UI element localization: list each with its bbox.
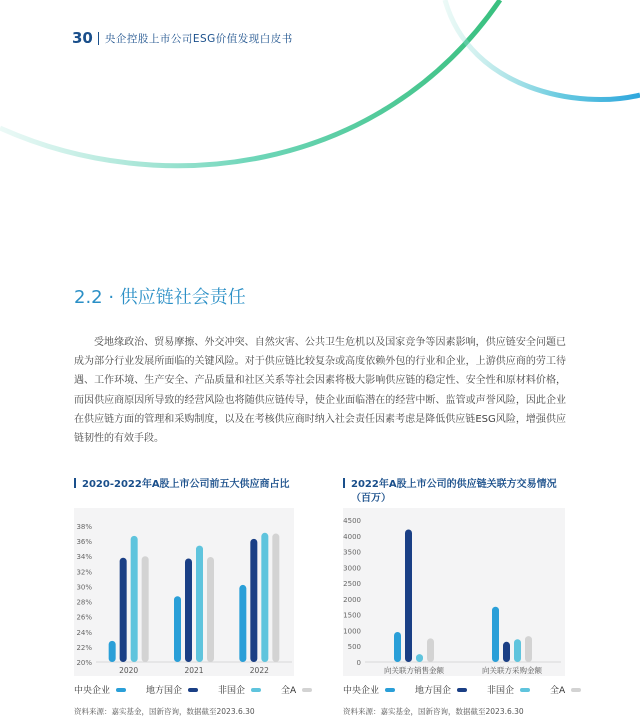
legend-swatch — [188, 688, 198, 692]
chart2-y-tick-label: 3000 — [343, 564, 361, 573]
chart2-bar — [503, 642, 510, 662]
chart2-y-tick-label: 4500 — [343, 517, 361, 525]
header-divider — [98, 32, 99, 45]
chart2-x-tick-label: 向关联方采购金额 — [482, 666, 542, 675]
chart1-bar — [185, 558, 192, 662]
arc-green — [0, 0, 500, 166]
legend-swatch — [251, 688, 261, 692]
chart1-y-tick-label: 38% — [76, 523, 92, 531]
document-title: 央企控股上市公司ESG价值发现白皮书 — [104, 32, 293, 45]
chart2-bar — [514, 639, 521, 662]
chart2-y-tick-label: 4000 — [343, 532, 361, 541]
chart2-x-tick-label: 向关联方销售金额 — [384, 666, 444, 675]
page-number: 30 — [72, 29, 93, 47]
chart1-bar — [207, 557, 214, 662]
chart1-source-note: 资料来源：嘉实基金，国新咨询，数据截至2023.6.30 — [74, 707, 255, 716]
chart1-bar — [261, 533, 268, 662]
chart1-legend — [74, 683, 332, 696]
legend-item: 地方国企 — [146, 683, 198, 696]
chart2-title-line2: （百万） — [351, 493, 391, 504]
chart2-bar — [525, 636, 532, 662]
legend-swatch — [571, 688, 581, 692]
chart2-title-line1: 2022年A股上市公司的供应链关联方交易情况 — [351, 479, 557, 490]
chart2-y-tick-label: 1000 — [343, 627, 361, 636]
legend-item: 全A — [281, 683, 312, 696]
chart1-y-tick-label: 28% — [76, 598, 92, 607]
chart1-y-tick-label: 26% — [76, 613, 92, 622]
chart2-title — [343, 478, 557, 506]
legend-swatch — [457, 688, 467, 692]
chart1-y-tick-label: 20% — [76, 659, 92, 667]
chart1-y-tick-label: 36% — [76, 538, 92, 547]
chart2-y-tick-label: 0 — [356, 659, 361, 667]
legend-item: 非国企 — [487, 683, 530, 696]
chart2-y-tick-label: 2000 — [343, 595, 361, 604]
title-marker — [74, 478, 76, 488]
chart1-x-tick-label: 2022 — [249, 666, 269, 675]
chart1-title — [74, 478, 290, 492]
legend-item: 中央企业 — [74, 683, 126, 696]
chart1-y-tick-label: 34% — [76, 553, 92, 562]
chart2-bar — [427, 638, 434, 662]
chart1-y-tick-label: 22% — [76, 643, 92, 652]
chart1-bar — [174, 596, 181, 662]
chart1-bar — [272, 534, 279, 662]
chart1-title-text: 2020-2022年A股上市公司前五大供应商占比 — [82, 479, 290, 490]
chart1-bar — [109, 641, 116, 662]
legend-swatch — [520, 688, 530, 692]
chart2-y-tick-label: 500 — [347, 643, 361, 652]
legend-swatch — [385, 688, 395, 692]
chart2-svg — [343, 508, 565, 676]
chart1-bar — [142, 556, 149, 662]
section-paragraph: 受地缘政治、贸易摩擦、外交冲突、自然灾害、公共卫生危机以及国家竞争等因素影响，供应链安全问题已成为部分行业发展所面临的关键风险。对于供应链比较复杂或高度依赖外包的行业和企业，上游供应商的劳工待遇、工作环境、生产安全、产品质量和社区关系等社会因素将极大影响供应链的稳定性、安全性和原材料价格，而因供应商原因所导致的经营风险也将随供应链传导，使企业面临潜在的经营中断、监管或声誉风险，因此企业在供应链方面的管理和采购制度，以及在考核供应商时纳入社会责任因素考虑是降低供应链ESG风险，增强供应链韧性的有效手段。 — [74, 337, 566, 445]
page-header — [72, 28, 293, 48]
chart2-y-tick-label: 2500 — [343, 580, 361, 589]
legend-swatch — [116, 688, 126, 692]
chart2-y-tick-label: 1500 — [343, 611, 361, 620]
chart1-y-tick-label: 30% — [76, 583, 92, 592]
chart1-svg — [74, 508, 294, 676]
section-title: 2.2 · 供应链社会责任 — [74, 287, 246, 308]
arc-blue — [445, 0, 640, 100]
legend-item: 中央企业 — [343, 683, 395, 696]
chart1-y-tick-label: 24% — [76, 628, 92, 637]
chart1-bar — [250, 539, 257, 662]
legend-swatch — [302, 688, 312, 692]
chart2-bar — [416, 654, 423, 662]
chart2-bar — [492, 607, 499, 662]
chart2-bar — [405, 529, 412, 662]
chart1-x-tick-label: 2021 — [184, 666, 204, 675]
legend-item: 全A — [550, 683, 581, 696]
chart1-bar — [239, 585, 246, 662]
chart1-bar — [196, 546, 203, 662]
legend-item: 地方国企 — [415, 683, 467, 696]
chart2-legend — [343, 683, 601, 696]
chart2-y-tick-label: 3500 — [343, 548, 361, 557]
legend-item: 非国企 — [218, 683, 261, 696]
chart1-y-tick-label: 32% — [76, 568, 92, 577]
title-marker — [343, 478, 345, 488]
chart1-bar — [131, 536, 138, 662]
chart1-bar — [120, 558, 127, 662]
chart2-bar — [394, 632, 401, 662]
chart2-source-note: 资料来源：嘉实基金，国新咨询，数据截至2023.6.30 — [343, 707, 524, 716]
chart1-x-tick-label: 2020 — [119, 666, 139, 675]
